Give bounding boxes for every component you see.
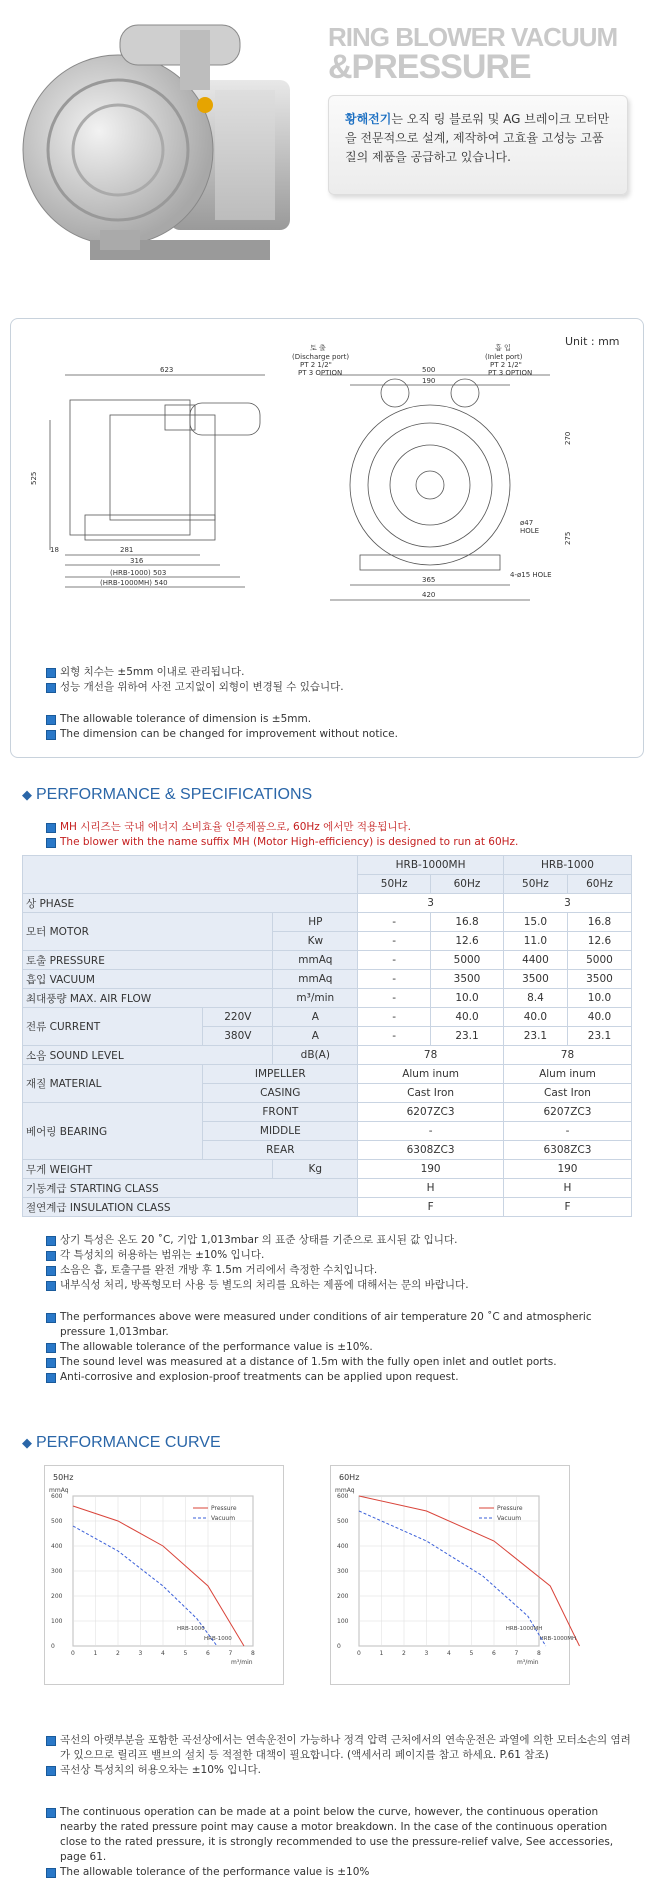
row-label: 상 PHASE [23, 894, 358, 913]
unit-cell: dB(A) [273, 1046, 358, 1065]
x-axis-label: m³/min [231, 1659, 253, 1666]
dim-525: 525 [30, 471, 38, 485]
note-item: MH 시리즈는 국내 에너지 소비효율 인증제품으로, 60Hz 에서만 적용됩니다. [44, 820, 518, 835]
discharge-pt: PT 2 1/2" [300, 361, 332, 369]
cell: 10.0 [431, 989, 504, 1008]
spec-notes-ko [44, 1233, 469, 1293]
cell: 78 [358, 1046, 504, 1065]
x-tick-label: 3 [138, 1650, 143, 1657]
cell: Cast Iron [358, 1084, 504, 1103]
sub-label: REAR [203, 1141, 358, 1160]
legend-vacuum: Vacuum [497, 1515, 522, 1522]
x-tick-label: 7 [514, 1650, 519, 1657]
note-item: The allowable tolerance of the performance value is ±10% [44, 1865, 634, 1880]
cell: 3500 [567, 970, 631, 989]
chart-title: 60Hz [339, 1473, 360, 1482]
cell: 3 [503, 894, 631, 913]
dim-420: 420 [422, 591, 436, 599]
table-row [23, 1008, 632, 1027]
dim-190: 190 [422, 377, 436, 385]
x-tick-label: 1 [93, 1650, 98, 1657]
dim-18: 18 [50, 546, 59, 554]
table-row [23, 951, 632, 970]
curve-notes-en [44, 1805, 634, 1880]
row-label: 기동계급 STARTING CLASS [23, 1179, 358, 1198]
x-tick-label: 4 [161, 1650, 165, 1657]
table-row [23, 856, 632, 875]
series-label: HRB-1000 [177, 1626, 205, 1632]
cell: Alum inum [503, 1065, 631, 1084]
row-label: 베어링 BEARING [23, 1103, 203, 1160]
y-tick-label: 300 [51, 1568, 63, 1575]
row-label: 흡입 VACUUM [23, 970, 273, 989]
row-label: 절연계급 INSULATION CLASS [23, 1198, 358, 1217]
legend-pressure: Pressure [211, 1505, 237, 1512]
side-view-drawing [50, 375, 265, 587]
note-item: Anti-corrosive and explosion-proof treatments can be applied upon request. [44, 1370, 604, 1385]
freq-header: 50Hz [503, 875, 567, 894]
note-item: 곡선상 특성치의 허용오차는 ±10% 입니다. [44, 1763, 634, 1778]
y-tick-label: 100 [51, 1618, 63, 1625]
cell: 11.0 [503, 932, 567, 951]
series-line-pressure [73, 1506, 244, 1646]
note-item: The sound level was measured at a distance of 1.5m with the fully open inlet and outlet ports. [44, 1355, 604, 1370]
cell: 78 [503, 1046, 631, 1065]
dim-270: 270 [564, 431, 572, 445]
y-axis-label: mmAq [49, 1487, 69, 1494]
row-label: 모터 MOTOR [23, 913, 273, 951]
inlet-option: PT 3 OPTION [488, 369, 533, 377]
cell: 15.0 [503, 913, 567, 932]
sub-label: MIDDLE [203, 1122, 358, 1141]
row-label: 최대풍량 MAX. AIR FLOW [23, 989, 273, 1008]
legend-vacuum: Vacuum [211, 1515, 236, 1522]
table-row [23, 989, 632, 1008]
x-tick-label: 1 [379, 1650, 384, 1657]
cell: H [358, 1179, 504, 1198]
cell: - [358, 1008, 431, 1027]
unit-cell: mmAq [273, 970, 358, 989]
cell: 16.8 [431, 913, 504, 932]
cell: 4400 [503, 951, 567, 970]
table-row [23, 1046, 632, 1065]
y-tick-label: 500 [51, 1518, 63, 1525]
row-label: 전류 CURRENT [23, 1008, 203, 1046]
series-label: HRB-1000 [204, 1636, 232, 1642]
table-row [23, 1065, 632, 1084]
table-row [23, 894, 632, 913]
chart-60hz-svg [331, 1466, 577, 1686]
hole-label: HOLE [520, 527, 540, 535]
sub-label: IMPELLER [203, 1065, 358, 1084]
table-row [23, 1160, 632, 1179]
x-tick-label: 2 [402, 1650, 406, 1657]
cell: 6207ZC3 [358, 1103, 504, 1122]
model-header: HRB-1000MH [358, 856, 504, 875]
cell: 8.4 [503, 989, 567, 1008]
sub-label: CASING [203, 1084, 358, 1103]
dimension-notes-en [44, 712, 398, 742]
unit-cell: mmAq [273, 951, 358, 970]
x-tick-label: 5 [469, 1650, 474, 1657]
cell: 3 [358, 894, 504, 913]
dim-365: 365 [422, 576, 436, 584]
cell: 5000 [431, 951, 504, 970]
x-tick-label: 8 [537, 1650, 541, 1657]
y-tick-label: 300 [337, 1568, 349, 1575]
row-label: 무게 WEIGHT [23, 1160, 273, 1179]
unit-cell: m³/min [273, 989, 358, 1008]
y-axis-label: mmAq [335, 1487, 355, 1494]
note-item: The allowable tolerance of dimension is ±5mm. [44, 712, 398, 727]
curve-notes-ko [44, 1733, 634, 1778]
cell: 190 [358, 1160, 504, 1179]
y-tick-label: 0 [337, 1643, 341, 1650]
y-tick-label: 400 [51, 1543, 63, 1550]
cell: 6308ZC3 [358, 1141, 504, 1160]
discharge-label-ko: 토 출 [310, 344, 326, 352]
front-view-drawing [320, 375, 550, 600]
dim-540: (HRB-1000MH) 540 [100, 579, 168, 587]
cell: 16.8 [567, 913, 631, 932]
section-title-performance: ◆ PERFORMANCE & SPECIFICATIONS [22, 786, 313, 803]
y-tick-label: 600 [51, 1493, 63, 1500]
x-tick-label: 7 [228, 1650, 233, 1657]
cell: F [503, 1198, 631, 1217]
unit-cell: A [273, 1027, 358, 1046]
dim-275: 275 [564, 531, 572, 545]
sub-label: FRONT [203, 1103, 358, 1122]
y-tick-label: 400 [337, 1543, 349, 1550]
cell: - [358, 913, 431, 932]
series-label: HRB-1000MH [505, 1626, 543, 1632]
inlet-label-en: (Inlet port) [485, 353, 523, 361]
cell: 10.0 [567, 989, 631, 1008]
discharge-label-en: (Discharge port) [292, 353, 350, 361]
note-item: The allowable tolerance of the performance value is ±10%. [44, 1340, 604, 1355]
note-item: The continuous operation can be made at a point below the curve, however, the continuous operation nearby the rated pressure point may cause a motor breakdown. In the case of the continuous operation close to the rated pressure, it is strongly recommended to use the pressure-relief valve, See accessories, page 61. [44, 1805, 634, 1865]
row-label: 토출 PRESSURE [23, 951, 273, 970]
model-header: HRB-1000 [503, 856, 631, 875]
diamond-icon: ◆ [22, 787, 32, 802]
x-tick-label: 6 [206, 1650, 210, 1657]
cell: 40.0 [567, 1008, 631, 1027]
page-title-line1: RING BLOWER VACUUM [328, 22, 618, 52]
intro-box [328, 95, 628, 195]
dim-623: 623 [160, 366, 174, 374]
y-tick-label: 500 [337, 1518, 349, 1525]
x-axis-label: m³/min [517, 1659, 539, 1666]
note-item: The blower with the name suffix MH (Motor High-efficiency) is designed to run at 60Hz. [44, 835, 518, 850]
cell: 23.1 [567, 1027, 631, 1046]
row-label: 재질 MATERIAL [23, 1065, 203, 1103]
cell: 12.6 [431, 932, 504, 951]
cell: H [503, 1179, 631, 1198]
ring-blower-photo [20, 10, 320, 300]
x-tick-label: 8 [251, 1650, 255, 1657]
page-title-line2: &PRESSURE [328, 48, 531, 86]
x-tick-label: 5 [183, 1650, 188, 1657]
sub-label: 380V [203, 1027, 273, 1046]
table-corner [23, 856, 358, 894]
freq-header: 60Hz [567, 875, 631, 894]
x-tick-label: 0 [357, 1650, 361, 1657]
header [0, 0, 654, 310]
cell: 3500 [503, 970, 567, 989]
cell: - [358, 989, 431, 1008]
note-item: 각 특성치의 허용하는 범위는 ±10% 입니다. [44, 1248, 469, 1263]
dim-503: (HRB-1000) 503 [110, 569, 167, 577]
table-row [23, 1198, 632, 1217]
note-item: 소음은 흡, 토출구를 완전 개방 후 1.5m 거리에서 측정한 수치입니다. [44, 1263, 469, 1278]
brand-name: 황해전기 [345, 112, 392, 126]
note-item: 내부식성 처리, 방폭형모터 사용 등 별도의 처리를 요하는 제품에 대해서는 문의 바랍니다. [44, 1278, 469, 1293]
dim-500: 500 [422, 366, 436, 374]
sub-label: 220V [203, 1008, 273, 1027]
note-item: The dimension can be changed for improvement without notice. [44, 727, 398, 742]
cell: 6308ZC3 [503, 1141, 631, 1160]
x-tick-label: 3 [424, 1650, 429, 1657]
chart-title: 50Hz [53, 1473, 74, 1482]
performance-notes-red [44, 820, 518, 850]
unit-cell: A [273, 1008, 358, 1027]
chart-50hz [44, 1465, 284, 1685]
x-tick-label: 6 [492, 1650, 496, 1657]
note-item: 상기 특성은 온도 20 ˚C, 기압 1,013mbar 의 표준 상태를 기준으로 표시된 값 입니다. [44, 1233, 469, 1248]
intro-text: 는 오직 링 블로워 및 AG 브레이크 모터만을 전문적으로 설계, 제작하여 고효율 고성능 고품질의 제품을 공급하고 있습니다. [345, 112, 610, 164]
y-tick-label: 0 [51, 1643, 55, 1650]
dim-316: 316 [130, 557, 144, 565]
y-tick-label: 200 [51, 1593, 63, 1600]
note-item: 성능 개선을 위하여 사전 고지없이 외형이 변경될 수 있습니다. [44, 680, 344, 695]
cell: 190 [503, 1160, 631, 1179]
row-label: 소음 SOUND LEVEL [23, 1046, 273, 1065]
note-item: The performances above were measured under conditions of air temperature 20 ˚C and atmospheric pressure 1,013mbar. [44, 1310, 604, 1340]
legend-pressure: Pressure [497, 1505, 523, 1512]
note-item: 곡선의 아랫부분을 포함한 곡선상에서는 연속운전이 가능하나 정격 압력 근처에서의 연속운전은 과열에 의한 모터소손의 염려가 있으므로 릴리프 밸브의 설치 등 적절한 대책이 필요합니다. (액세서리 페이지를 참고 하세요. P.61 참조) [44, 1733, 634, 1763]
chart-60hz [330, 1465, 577, 1685]
cell: - [358, 951, 431, 970]
table-row [23, 1103, 632, 1122]
note-item: 외형 치수는 ±5mm 이내로 관리됩니다. [44, 665, 344, 680]
cell: 23.1 [431, 1027, 504, 1046]
cell: F [358, 1198, 504, 1217]
cell: - [358, 1122, 504, 1141]
x-tick-label: 0 [71, 1650, 75, 1657]
cell: 40.0 [431, 1008, 504, 1027]
dimension-drawing [20, 345, 634, 635]
cell: - [358, 932, 431, 951]
diamond-icon: ◆ [22, 1435, 32, 1450]
y-tick-label: 100 [337, 1618, 349, 1625]
cell: 6207ZC3 [503, 1103, 631, 1122]
cell: - [358, 970, 431, 989]
dim-281: 281 [120, 546, 134, 554]
cell: - [503, 1122, 631, 1141]
freq-header: 50Hz [358, 875, 431, 894]
section-title-curve: ◆ PERFORMANCE CURVE [22, 1434, 221, 1451]
cell: 12.6 [567, 932, 631, 951]
table-row [23, 1179, 632, 1198]
inlet-pt: PT 2 1/2" [490, 361, 522, 369]
x-tick-label: 2 [116, 1650, 120, 1657]
unit-cell: Kw [273, 932, 358, 951]
y-tick-label: 600 [337, 1493, 349, 1500]
cell: Alum inum [358, 1065, 504, 1084]
unit-cell: HP [273, 913, 358, 932]
table-row [23, 913, 632, 932]
cell: 3500 [431, 970, 504, 989]
cell: 40.0 [503, 1008, 567, 1027]
dimension-notes-ko [44, 665, 344, 695]
unit-label: Unit : mm [565, 335, 620, 348]
chart-50hz-svg [45, 1466, 285, 1686]
spec-table [22, 855, 632, 1217]
series-label: HRB-1000MH [539, 1636, 577, 1642]
x-tick-label: 4 [447, 1650, 451, 1657]
cell: 5000 [567, 951, 631, 970]
discharge-option: PT 3 OPTION [298, 369, 343, 377]
unit-cell: Kg [273, 1160, 358, 1179]
table-row [23, 970, 632, 989]
y-tick-label: 200 [337, 1593, 349, 1600]
cell: Cast Iron [503, 1084, 631, 1103]
cell: - [358, 1027, 431, 1046]
bolt-hole: 4-ø15 HOLE [510, 571, 552, 579]
hole-dim: ø47 [520, 519, 534, 527]
inlet-label-ko: 흡 입 [495, 344, 511, 352]
spec-notes-en [44, 1310, 604, 1385]
cell: 23.1 [503, 1027, 567, 1046]
freq-header: 60Hz [431, 875, 504, 894]
